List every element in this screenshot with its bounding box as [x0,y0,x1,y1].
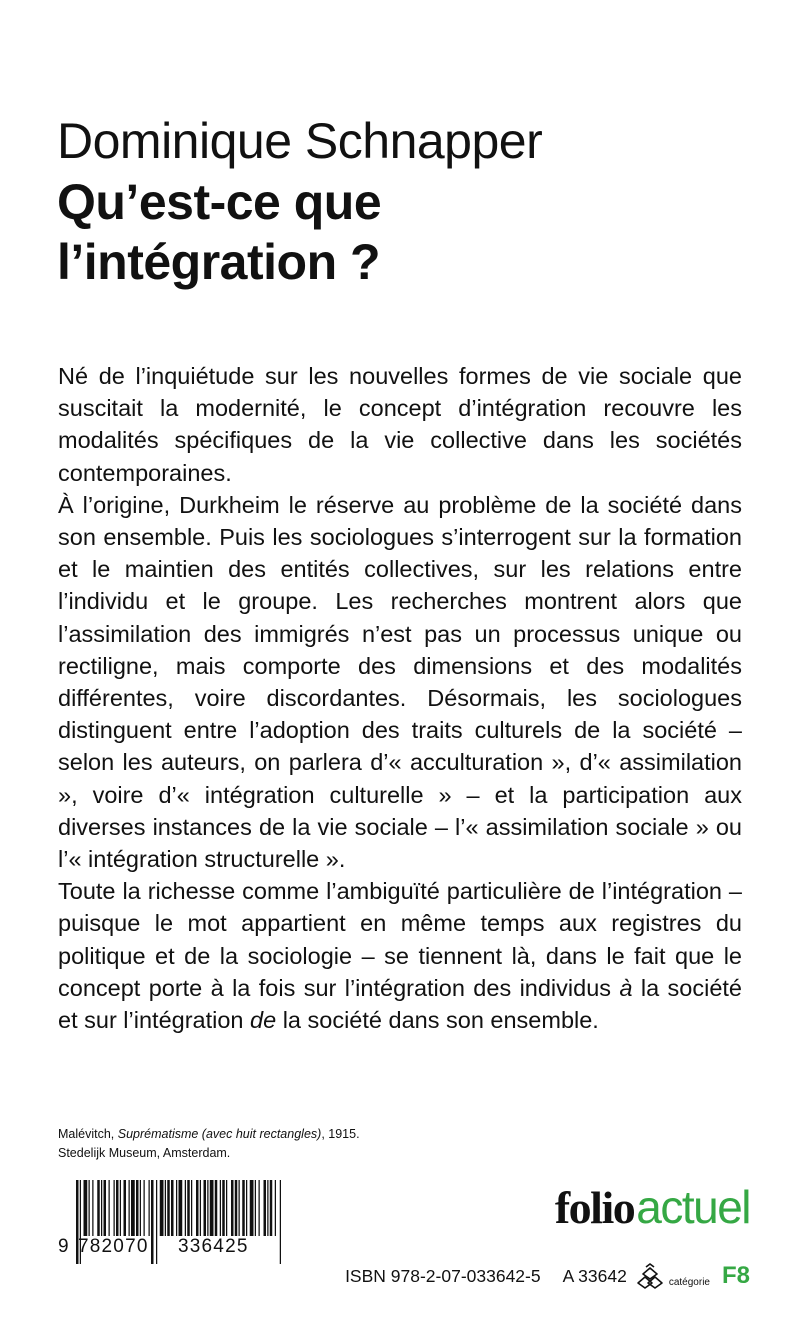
category-code: F8 [721,1262,750,1289]
credit-artist: Malévitch, [58,1127,118,1141]
logo-actuel: actuel [636,1181,750,1233]
credit-museum: Stedelijk Museum, Amsterdam. [58,1146,231,1160]
isbn: ISBN 978-2-07-033642-5 [345,1265,541,1286]
blurb-p3-emphasis-1: à [619,974,633,1001]
author-name: Dominique Schnapper [57,113,543,169]
footer-meta [330,1262,750,1290]
barcode-digits-left: 782070 [78,1236,149,1257]
blurb-paragraph-2: À l’origine, Durkheim le réserve au problème de la société dans son ensemble. Puis les sociologues s’interrogent sur la formation et le maintien des entités collectives, sur les relations entre l’individu et le groupe. Les recherches montrent alors que l’assimilation des immigrés n’est pas un processus unique ou rectiligne, mais comporte des dimensions et des modalités différentes, voire discordantes. Désormais, les sociologues distinguent entre l’adoption des traits culturels de la société – selon les auteurs, on parlera d’« acculturation », d’« assimilation », voire d’« intégration culturelle » – et la participation aux diverses instances de la vie sociale – l’« assimilation sociale » ou l’« intégration structurelle ». [58,491,742,873]
blurb-paragraph-3 [58,875,742,1036]
blurb-paragraph-1: Né de l’inquiétude sur les nouvelles formes de vie sociale que suscitait la modernité, le concept d’intégration recouvre les modalités spécifiques de la vie collective dans les sociétés contemporaines. [58,363,742,486]
catalog-code: A 33642 [562,1265,627,1286]
credit-work: Suprématisme (avec huit rectangles) [117,1127,322,1141]
blurb-p3-text-a: Toute la richesse comme l’ambiguïté particulière de l’intégration – puisque le mot appartient en même temps aux registres du politique et de la sociologie – se tiennent là, dans le fait que le concept porte à la fois sur l’intégration des individus [58,878,742,1001]
barcode-digit-lead: 9 [58,1236,70,1257]
back-cover-blurb [58,360,742,1036]
logo-folio: folio [554,1182,635,1233]
blurb-p3-text-b: la société et sur l’intégration [58,974,742,1034]
book-title [57,172,381,292]
blurb-p3-emphasis-2: de [250,1007,277,1034]
blurb-p3-text-c: la société dans son ensemble. [276,1007,599,1034]
books-category-icon [635,1263,665,1289]
credit-line-1 [58,1125,360,1144]
title-line-2: l’intégration ? [57,234,381,290]
credit-year: , 1915. [321,1127,360,1141]
category-label: catégorie [668,1277,710,1288]
folio-actuel-logo [555,1180,750,1234]
barcode-digits-right: 336425 [178,1236,249,1257]
cover-art-credit [58,1125,360,1163]
title-line-1: Qu’est-ce que [57,174,382,230]
barcode-digits [58,1236,283,1258]
